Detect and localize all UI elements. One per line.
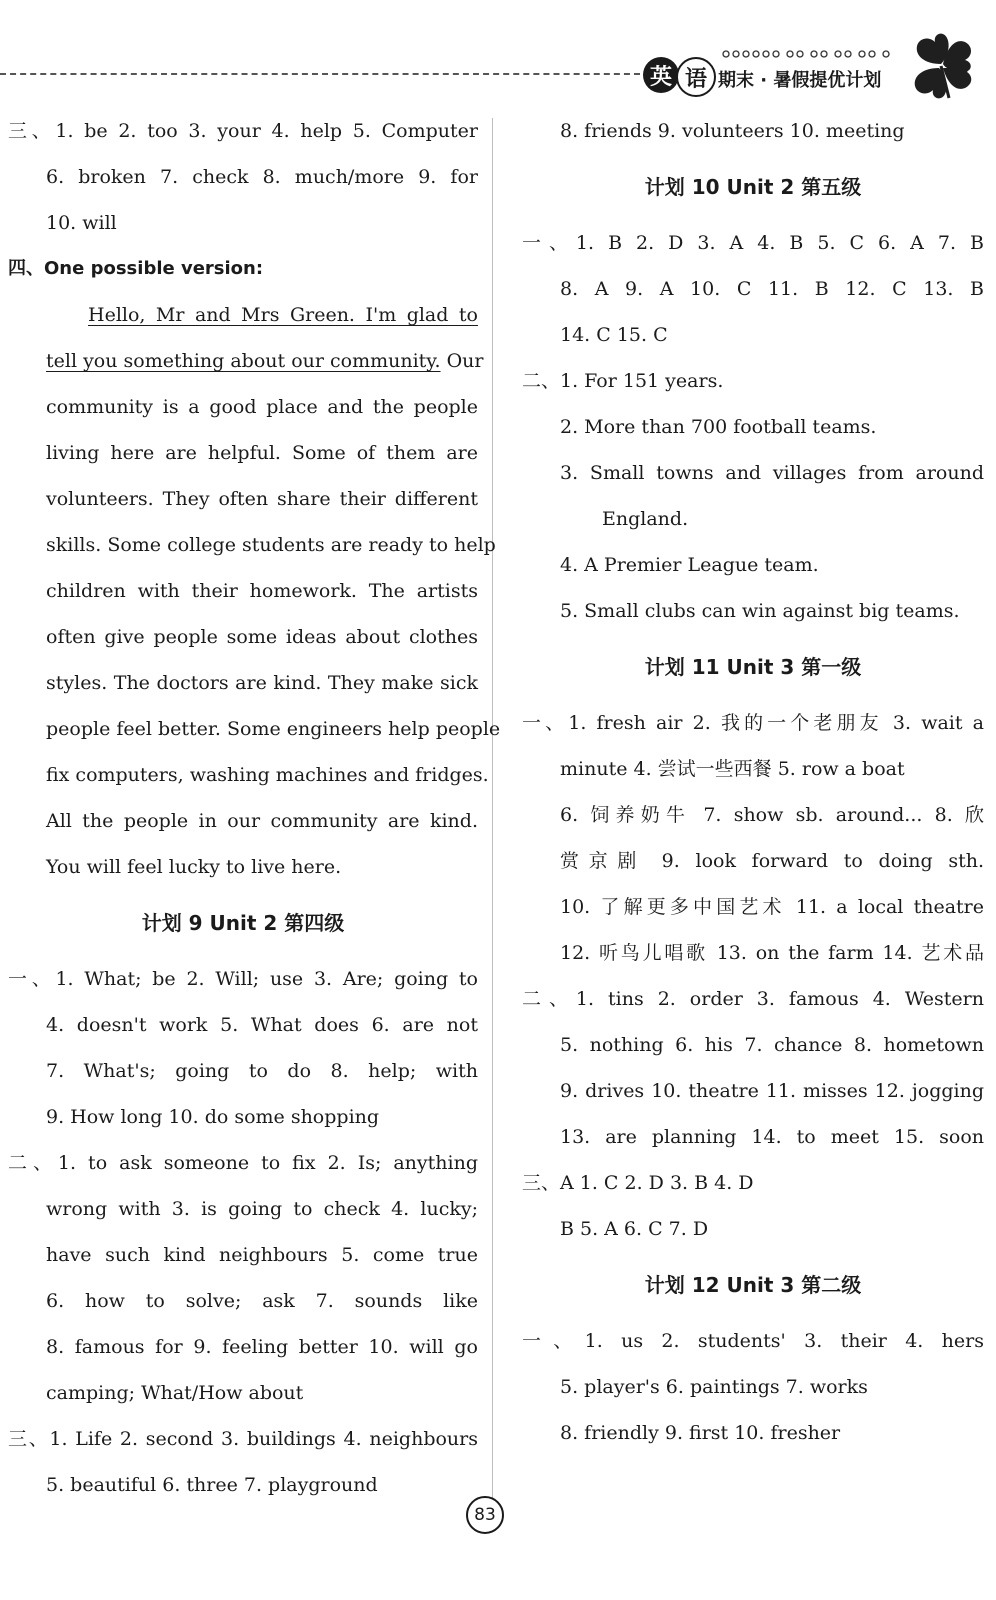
answer-line: styles. The doctors are kind. They make sick (46, 672, 478, 694)
answer-line: 10. will (46, 212, 117, 234)
header-subtitle: 期末 · 暑假提优计划 (718, 70, 882, 91)
section-title: 计划 10 Unit 2 第五级 (644, 175, 862, 199)
answer-line: 8. friendly 9. first 10. fresher (560, 1422, 841, 1444)
answer-line: 5. beautiful 6. three 7. playground (46, 1474, 378, 1496)
answer-line: living here are helpful. Some of them are (46, 442, 478, 464)
answer-line: 7. What's; going to do 8. help; with (46, 1060, 478, 1082)
answer-line: 9. drives 10. theatre 11. misses 12. jogging (560, 1080, 984, 1102)
answer-line: 6. broken 7. check 8. much/more 9. for (46, 166, 478, 188)
answer-line: children with their homework. The artists (46, 580, 478, 602)
answer-line: England. (602, 508, 689, 530)
answer-line: 14. C 15. C (560, 324, 668, 346)
answer-line: 6. 饲养奶牛 7. show sb. around... 8. 欣 (560, 804, 984, 826)
answer-line: 8. famous for 9. feeling better 10. will go (46, 1336, 478, 1358)
answer-line: 一、1. B 2. D 3. A 4. B 5. C 6. A 7. B (522, 232, 984, 254)
answer-line: people feel better. Some engineers help people (46, 718, 501, 740)
answer-line: volunteers. They often share their different (46, 488, 478, 510)
answer-line: 二、1. For 151 years. (522, 370, 724, 392)
section-title: 计划 9 Unit 2 第四级 (141, 911, 345, 935)
decorative-dots (720, 48, 910, 60)
answer-line: 一、1. fresh air 2. 我的一个老朋友 3. wait a (522, 712, 984, 734)
answer-line: 5. nothing 6. his 7. chance 8. hometown (560, 1034, 984, 1056)
section-title: 计划 12 Unit 3 第二级 (644, 1273, 862, 1297)
answer-line: B 5. A 6. C 7. D (560, 1218, 709, 1240)
answer-line: 5. player's 6. paintings 7. works (560, 1376, 868, 1398)
answer-line: 四、One possible version: (8, 258, 264, 279)
answer-line: skills. Some college students are ready to help (46, 534, 496, 556)
answer-line: often give people some ideas about clothes (46, 626, 478, 648)
answer-line: All the people in our community are kind. (46, 810, 478, 832)
answer-line: You will feel lucky to live here. (46, 856, 342, 878)
answer-line: 二、1. to ask someone to fix 2. Is; anything (8, 1152, 478, 1174)
answer-line: tell you something about our community. Our (46, 350, 484, 372)
answer-line: 8. A 9. A 10. C 11. B 12. C 13. B (560, 278, 984, 300)
answer-line: 一、1. What; be 2. Will; use 3. Are; going to (8, 968, 478, 990)
answer-line: 10. 了解更多中国艺术 11. a local theatre (560, 896, 984, 918)
subject-badge-language: 语 (676, 57, 716, 97)
answer-line: 二、1. tins 2. order 3. famous 4. Western (522, 988, 984, 1010)
column-divider (492, 118, 493, 1498)
answer-line: 6. how to solve; ask 7. sounds like (46, 1290, 478, 1312)
answer-line: 三、A 1. C 2. D 3. B 4. D (522, 1172, 754, 1194)
page-header (0, 0, 996, 110)
answer-line: 9. How long 10. do some shopping (46, 1106, 380, 1128)
clover-icon (905, 30, 977, 102)
answer-line: Hello, Mr and Mrs Green. I'm glad to (88, 304, 478, 326)
answer-line: 三、1. be 2. too 3. your 4. help 5. Computer (8, 120, 478, 142)
answer-line: 2. More than 700 football teams. (560, 416, 877, 438)
answer-line: 8. friends 9. volunteers 10. meeting (560, 120, 905, 142)
answer-line: 一、1. us 2. students' 3. their 4. hers (522, 1330, 984, 1352)
left-answer-column (8, 108, 501, 1508)
answer-line: 4. doesn't work 5. What does 6. are not (46, 1014, 478, 1036)
answer-line: 13. are planning 14. to meet 15. soon (560, 1126, 984, 1148)
answer-line: wrong with 3. is going to check 4. lucky; (46, 1198, 478, 1220)
answer-line: camping; What/How about (46, 1382, 304, 1404)
header-dashed-rule (0, 73, 640, 75)
answer-line: minute 4. 尝试一些西餐 5. row a boat (560, 758, 905, 780)
right-answer-column (522, 108, 984, 1456)
subject-badge-english: 英 (643, 57, 679, 93)
page-number: 83 (466, 1496, 504, 1534)
answer-line: 三、1. Life 2. second 3. buildings 4. neighbours (8, 1428, 478, 1450)
answer-line: 赏京剧 9. look forward to doing sth. (560, 850, 984, 872)
answer-line: community is a good place and the people (46, 396, 478, 418)
answer-line: have such kind neighbours 5. come true (46, 1244, 478, 1266)
answer-line: fix computers, washing machines and fridges. (46, 764, 489, 786)
answer-line: 5. Small clubs can win against big teams. (560, 600, 960, 622)
answer-line: 3. Small towns and villages from around (560, 462, 984, 484)
answer-line: 12. 听鸟儿唱歌 13. on the farm 14. 艺术品 (560, 942, 984, 964)
answer-line: 4. A Premier League team. (560, 554, 819, 576)
section-title: 计划 11 Unit 3 第一级 (644, 655, 862, 679)
